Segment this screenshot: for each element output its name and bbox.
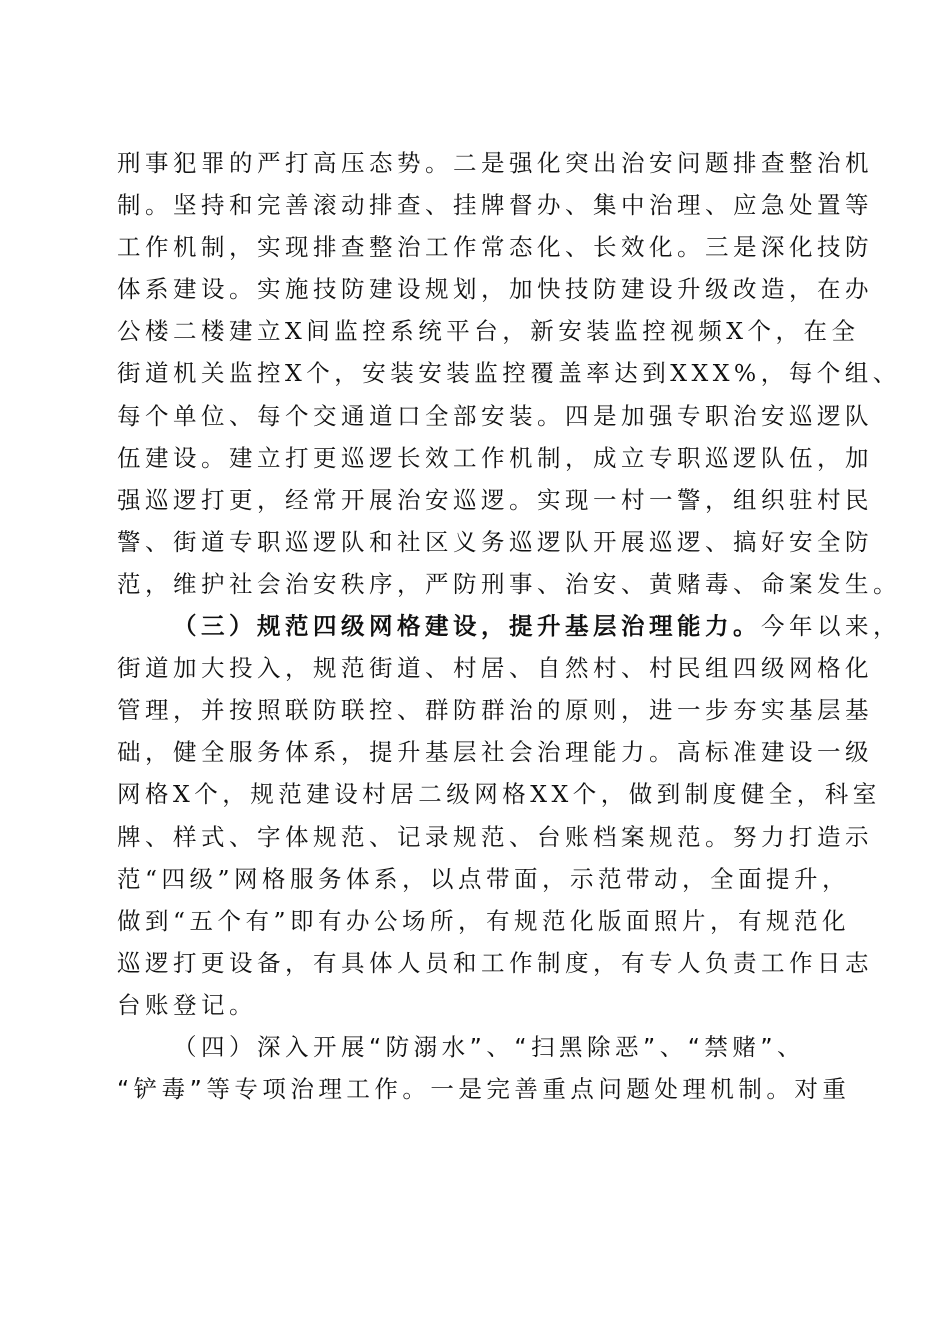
body-text-line: 做到“五个有”即有办公场所，有规范化版面照片，有规范化 [117,906,851,935]
section-3-heading-tail: 今年以来， [761,612,901,641]
document-page [117,146,901,1114]
body-text-line: 工作机制，实现排查整治工作常态化、长效化。三是深化技防 [117,233,873,262]
section-3-heading-line [117,609,901,651]
section-4-heading-line-2 [117,1072,851,1114]
section-4-heading-cont: “铲毒”等专项治理工作。 [117,1075,431,1104]
body-text-line: 体系建设。实施技防建设规划，加快技防建设升级改造，在办 [117,275,873,304]
body-text-line: 公楼二楼建立X间监控系统平台，新安装监控视频X个，在全 [117,317,860,346]
body-text-line: 街道机关监控X个，安装安装监控覆盖率达到XXX%，每个组、 [117,359,901,388]
body-text-line: 范，维护社会治安秩序，严防刑事、治安、黄赌毒、命案发生。 [117,569,901,598]
body-text-line: 网格X个，规范建设村居二级网格XX个，做到制度健全，科室 [117,780,881,809]
body-text-line: 范“四级”网格服务体系，以点带面，示范带动，全面提升， [117,864,851,893]
section-4-body-start: 一是完善重点问题处理机制。对重 [430,1075,851,1104]
body-text-line: 每个单位、每个交通道口全部安装。四是加强专职治安巡逻队 [117,401,873,430]
body-text-line: 刑事犯罪的严打高压态势。二是强化突出治安问题排查整治机 [117,149,873,177]
body-text-line: 制。坚持和完善滚动排查、挂牌督办、集中治理、应急处置等 [117,191,873,220]
body-text-line: 础，健全服务体系，提升基层社会治理能力。高标准建设一级 [117,738,873,767]
body-text-line: 警、街道专职巡逻队和社区义务巡逻队开展巡逻、搞好安全防 [117,527,873,556]
body-text-line: 强巡逻打更，经常开展治安巡逻。实现一村一警，组织驻村民 [117,485,873,514]
body-text-line: 伍建设。建立打更巡逻长效工作机制，成立专职巡逻队伍，加 [117,443,873,472]
section-4-heading: （四）深入开展“防溺水”、“扫黑除恶”、“禁赌”、 [173,1032,806,1061]
body-text-line: 街道加大投入，规范街道、村居、自然村、村民组四级网格化 [117,654,873,683]
body-text-line: 台账登记。 [117,990,257,1019]
body-text-line: 牌、样式、字体规范、记录规范、台账档案规范。努力打造示 [117,822,873,851]
body-text-line: 管理，并按照联防联控、群防群治的原则，进一步夯实基层基 [117,696,873,725]
section-3-heading: （三）规范四级网格建设，提升基层治理能力。 [173,612,761,641]
body-text-line: 巡逻打更设备，有具体人员和工作制度，有专人负责工作日志 [117,948,873,977]
